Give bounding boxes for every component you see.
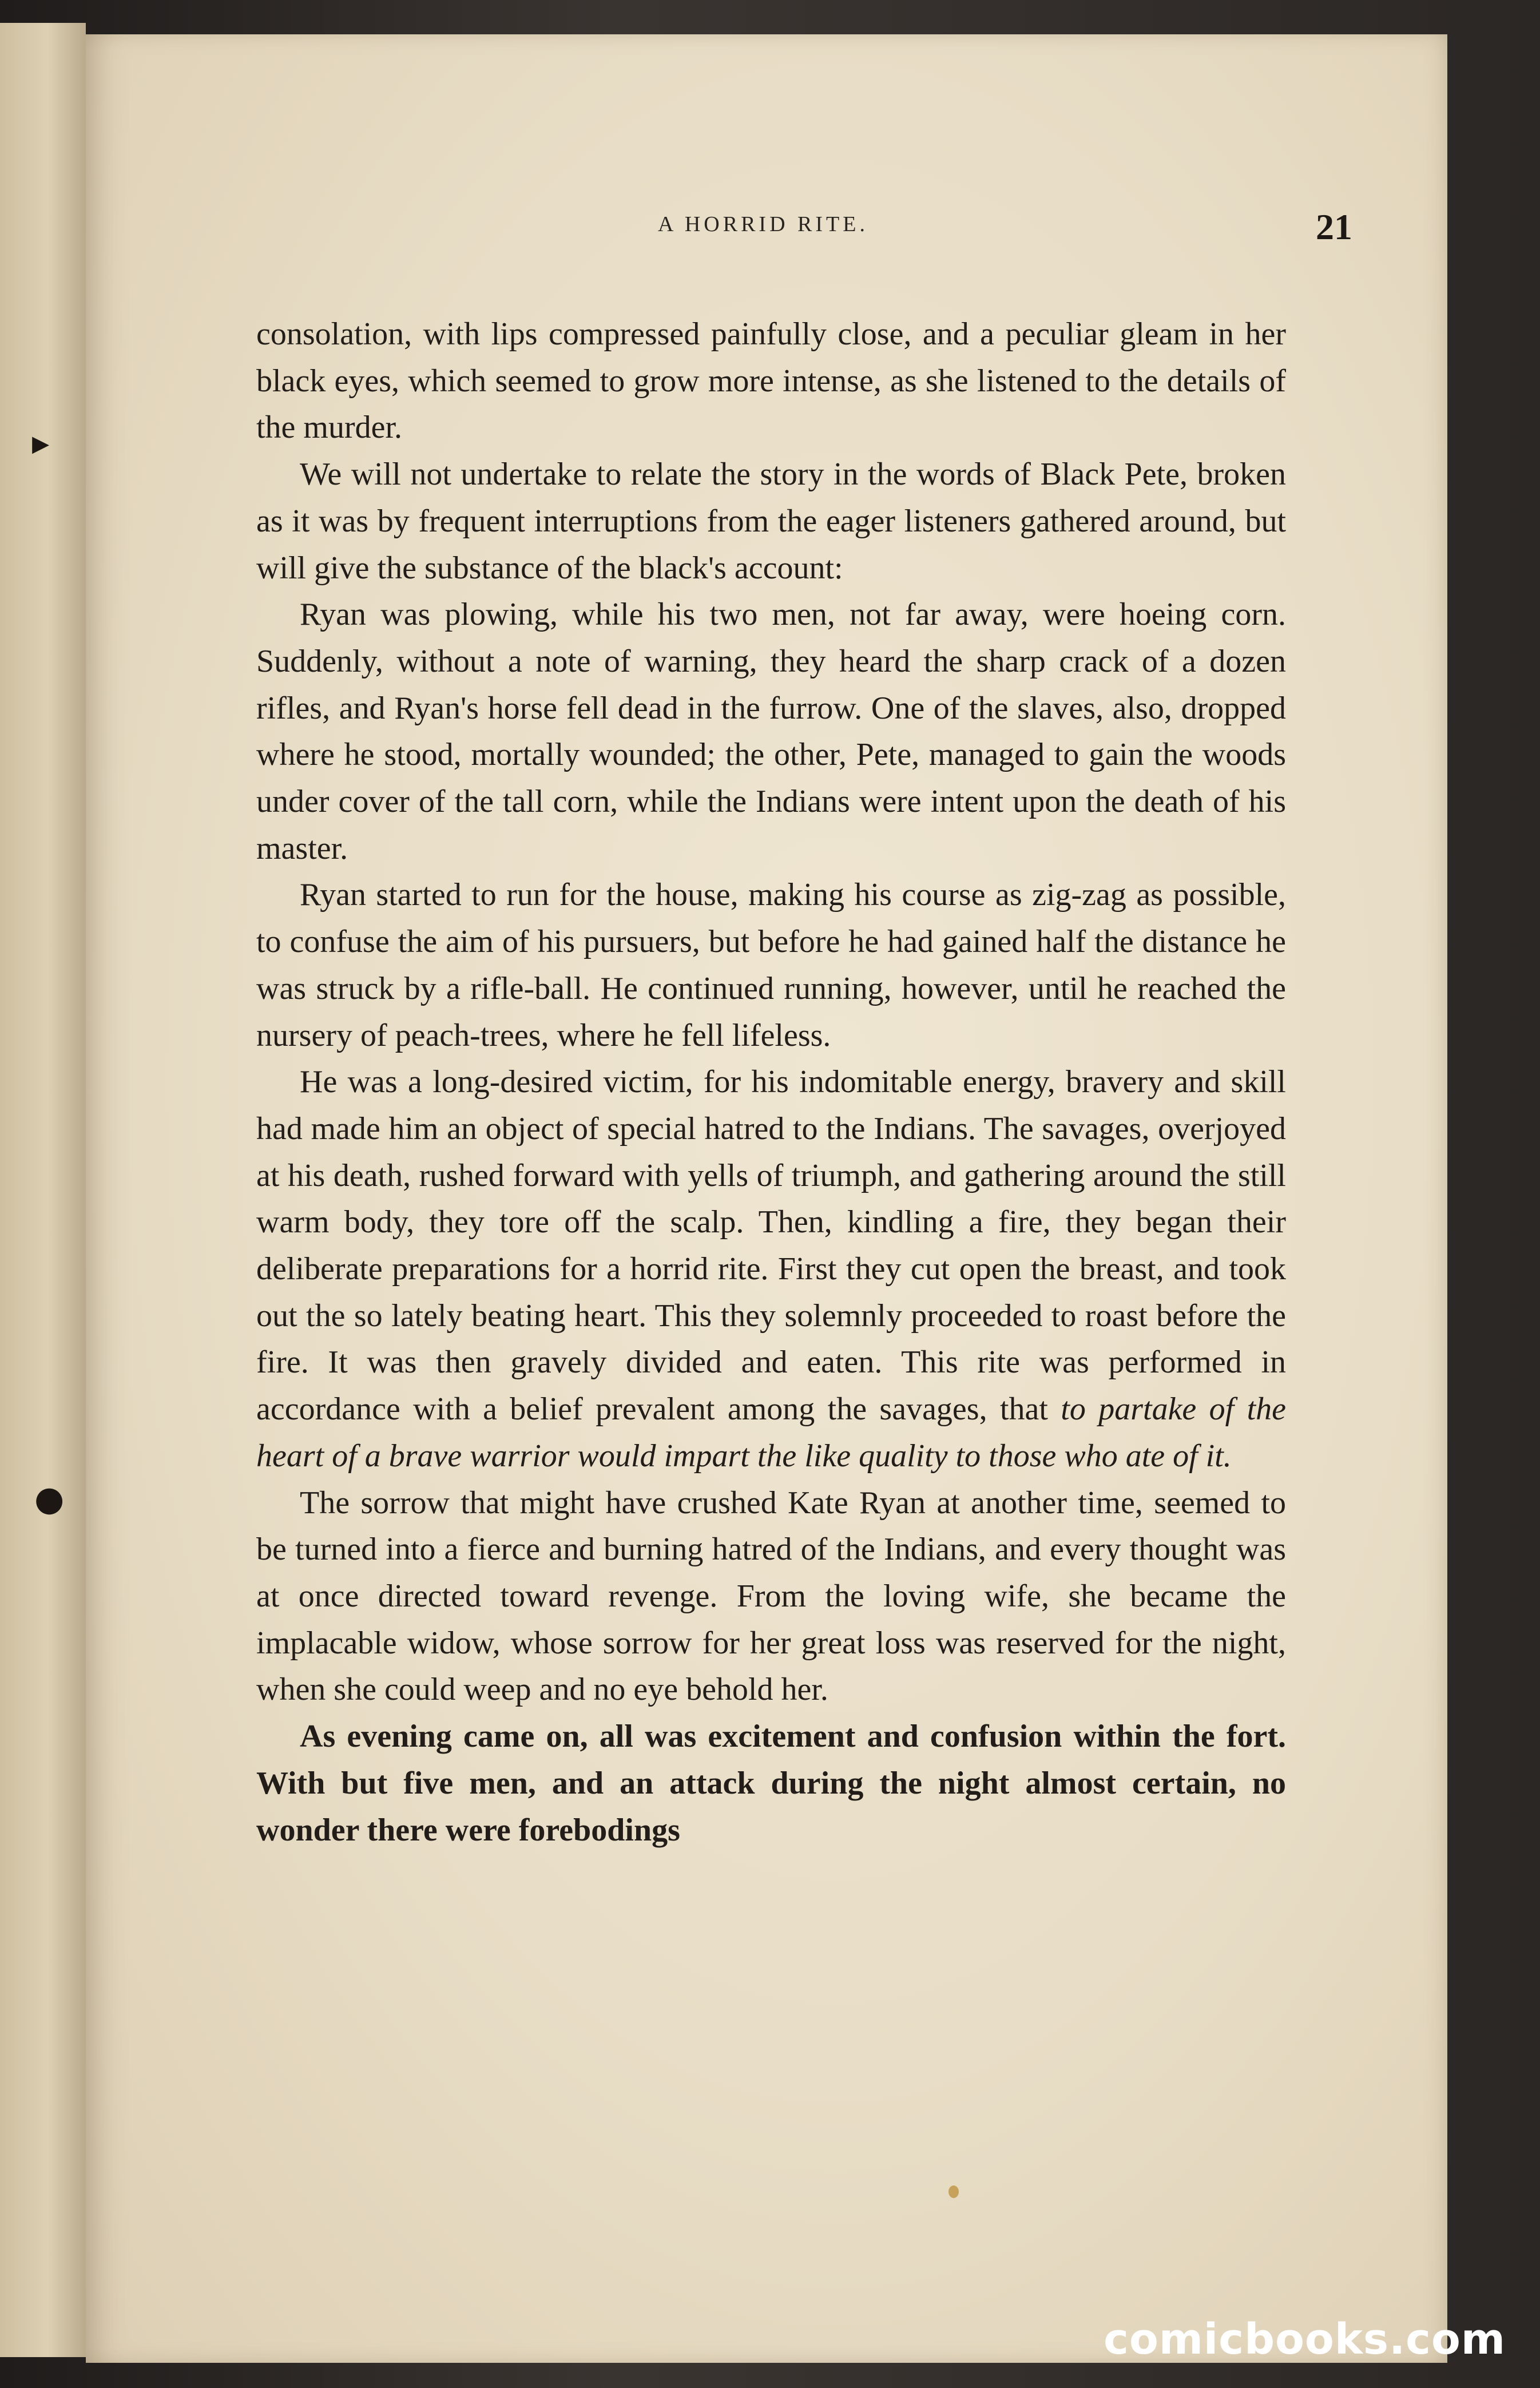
page-spot [948,2185,959,2198]
page-number: 21 [1316,207,1352,247]
page-header [86,207,1352,257]
facing-page-edge [0,23,86,2357]
book-page [86,34,1447,2363]
paragraph-text: He was a long-desired victim, for his indomitable energy, bravery and skill had made him an object of special hatred to the Indians. The savages, overjoyed at his death, rushed forward with yells of triumph, and gathering around the still warm body, they tore off the scalp. Then, kindling a fire, they began their deliberate preparations for a horrid rite. First they cut open the breast, and took out the so lately beating heart. This they solemnly proceeded to roast before the fire. It was then gravely divided and eaten. This rite was performed in accordance with a belief prevalent among the savages, that [256,1064,1286,1427]
paragraph: As evening came on, all was excitement and confusion within the fort. With but five men, and an attack during the night almost certain, no wonder there were forebodings [256,1719,1286,1848]
paragraph: Ryan started to run for the house, making his course as zig-zag as possible, to confuse the aim of his pursuers, but before he had gained half the distance he was struck by a rifle-ball. He continued running, however, until he reached the nursery of peach-trees, where he fell lifeless. [256,877,1286,1053]
paragraph [256,1059,1286,1479]
binding-mark-upper: ▸ [32,423,50,463]
paragraph: We will not undertake to relate the story in the words of Black Pete, broken as it was by frequent interruptions from the eager listeners gathered around, but will give the substance of the black's account: [256,457,1286,586]
italic-quote: to partake of the heart of a brave warrior would impart the like quality to those who ate of it. [256,1391,1287,1474]
paragraph: consolation, with lips compressed painfully close, and a peculiar gleam in her black eyes, which seemed to grow more intense, as she listened to the details of the murder. [256,316,1286,446]
paragraph: Ryan was plowing, while his two men, not far away, were hoeing corn. Suddenly, without a note of warning, they heard the sharp crack of a dozen rifles, and Ryan's horse fell dead in the furrow. One of the slaves, also, dropped where he stood, mortally wounded; the other, Pete, managed to gain the woods under cover of the tall corn, while the Indians were intent upon the death of his master. [256,597,1286,866]
binding-mark-lower: ● [34,1479,65,1519]
body-text [256,311,1286,1854]
paragraph: The sorrow that might have crushed Kate Ryan at another time, seemed to be turned into a fierce and burning hatred of the Indians, and every thought was at once directed toward revenge. From the loving wife, she became the implacable widow, whose sorrow for her great loss was reserved for the night, when she could weep and no eye behold her. [256,1485,1286,1708]
running-head: A HORRID RITE. [658,212,868,236]
watermark: comicbooks.com [1104,2315,1506,2364]
